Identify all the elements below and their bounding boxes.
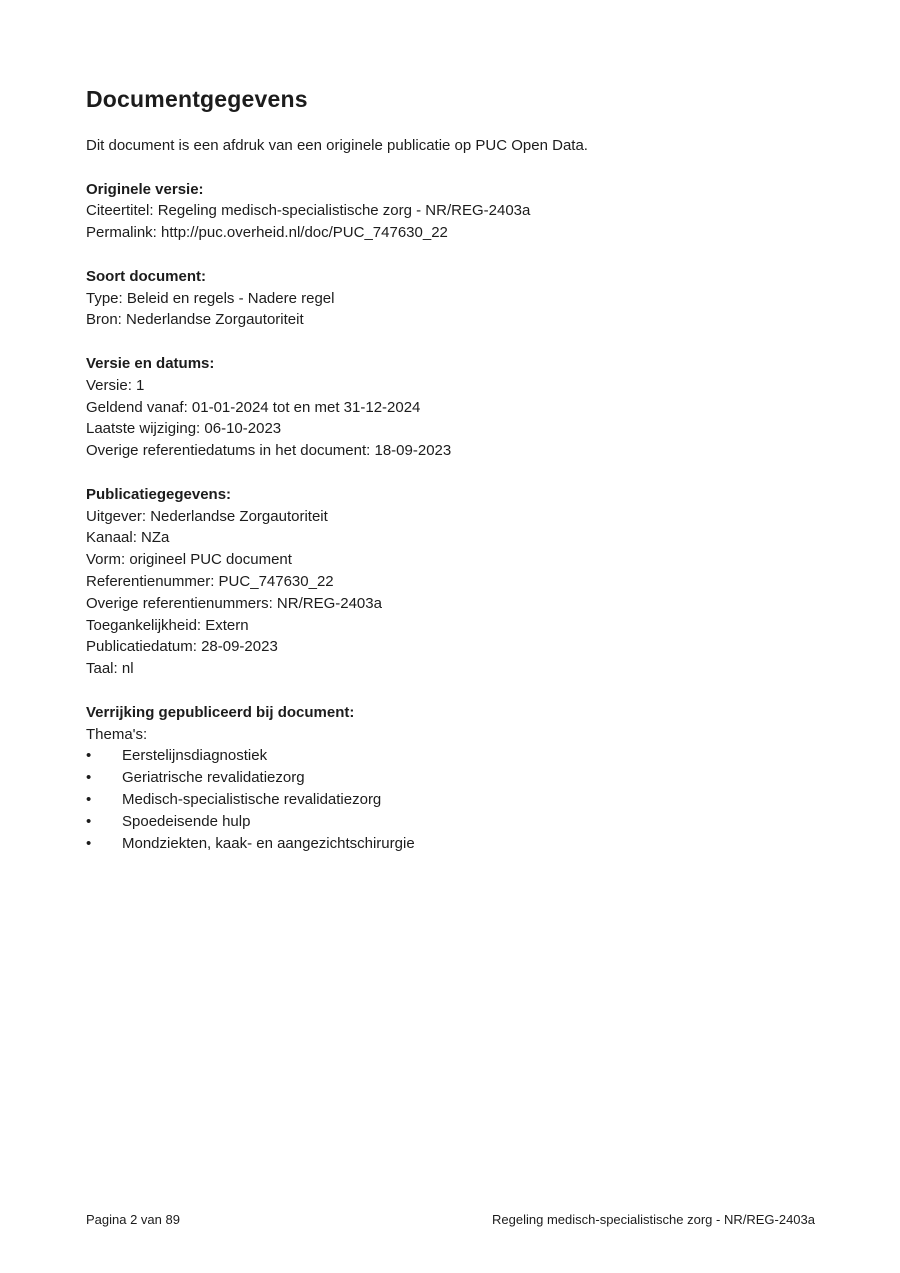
section-heading-versie-en-datums: Versie en datums: (86, 354, 215, 372)
section-heading-publicatiegegevens: Publicatiegegevens: (86, 485, 232, 503)
field-permalink: Permalink: http://puc.overheid.nl/doc/PUC_747630_22 (86, 224, 448, 242)
bullet-icon: • (86, 790, 92, 808)
bullet-icon: • (86, 747, 92, 765)
theme-label: Medisch-specialistische revalidatiezorg (122, 790, 382, 808)
field-kanaal: Kanaal: NZa (86, 529, 170, 547)
field-geldend-vanaf: Geldend vanaf: 01-01-2024 tot en met 31-12-2024 (86, 398, 421, 416)
theme-label: Eerstelijnsdiagnostiek (122, 747, 268, 765)
page-title: Documentgegevens (86, 86, 308, 112)
section-publicatiegegevens (86, 484, 815, 680)
field-bron: Bron: Nederlandse Zorgautoriteit (86, 311, 304, 329)
list-item (86, 745, 815, 767)
field-taal: Taal: nl (86, 660, 134, 678)
bullet-icon: • (86, 812, 92, 830)
section-heading-originele-versie: Originele versie: (86, 180, 204, 198)
section-heading-soort-document: Soort document: (86, 267, 206, 285)
field-uitgever: Uitgever: Nederlandse Zorgautoriteit (86, 507, 328, 525)
field-overige-referentienummers: Overige referentienummers: NR/REG-2403a (86, 594, 382, 612)
field-versie: Versie: 1 (86, 376, 145, 394)
theme-label: Mondziekten, kaak- en aangezichtschirurgie (122, 834, 415, 852)
themes-list (86, 745, 815, 854)
section-soort-document (86, 266, 815, 331)
list-item (86, 811, 815, 833)
bullet-icon: • (86, 834, 92, 852)
field-publicatiedatum: Publicatiedatum: 28-09-2023 (86, 638, 278, 656)
field-referentienummer: Referentienummer: PUC_747630_22 (86, 572, 334, 590)
section-heading-verrijking: Verrijking gepubliceerd bij document: (86, 703, 355, 721)
theme-label: Geriatrische revalidatiezorg (122, 769, 305, 787)
footer-doc-reference: Regeling medisch-specialistische zorg - NR/REG-2403a (492, 1212, 815, 1227)
section-verrijking (86, 702, 815, 855)
page-footer (86, 1211, 815, 1229)
list-item (86, 767, 815, 789)
list-item (86, 789, 815, 811)
field-citeertitel: Citeertitel: Regeling medisch-specialistische zorg - NR/REG-2403a (86, 202, 531, 220)
list-item (86, 833, 815, 855)
section-versie-en-datums (86, 353, 815, 462)
intro-text: Dit document is een afdruk van een originele publicatie op PUC Open Data. (86, 137, 588, 154)
bullet-icon: • (86, 769, 92, 787)
themes-subheading: Thema's: (86, 725, 148, 743)
field-laatste-wijziging: Laatste wijziging: 06-10-2023 (86, 420, 282, 438)
field-type: Type: Beleid en regels - Nadere regel (86, 289, 335, 307)
document-page (86, 86, 815, 854)
theme-label: Spoedeisende hulp (122, 812, 251, 830)
page-number: Pagina 2 van 89 (86, 1212, 180, 1227)
section-originele-versie (86, 179, 815, 244)
field-toegankelijkheid: Toegankelijkheid: Extern (86, 616, 249, 634)
field-vorm: Vorm: origineel PUC document (86, 551, 292, 569)
field-overige-referentiedatums: Overige referentiedatums in het document: 18-09-2023 (86, 442, 452, 460)
